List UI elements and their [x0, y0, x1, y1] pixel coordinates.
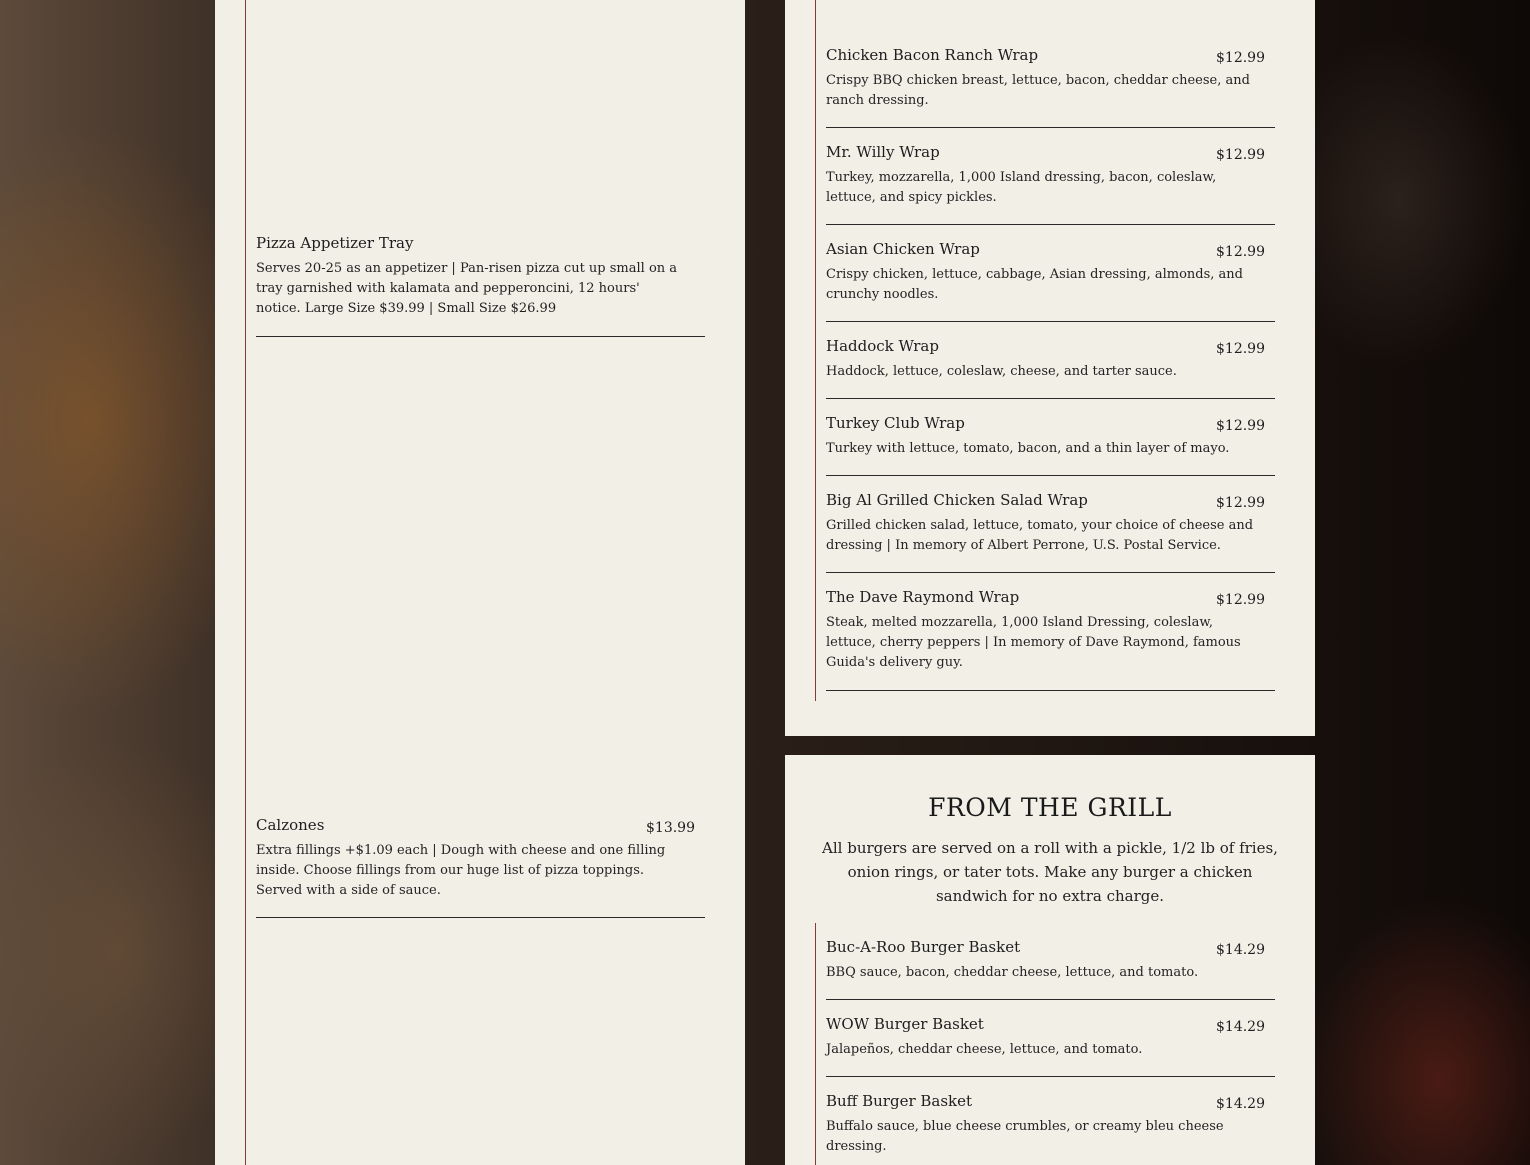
menu-item-description: Extra fillings +$1.09 each | Dough with cheese and one filling inside. Choose fillings from our huge list of pizza toppings. Served with a side of sauce.	[256, 843, 666, 898]
menu-item-description: Grilled chicken salad, lettuce, tomato, your choice of cheese and dressing | In memory of Albert Perrone, U.S. Postal Service.	[826, 518, 1254, 553]
menu-item-description: Crispy chicken, lettuce, cabbage, Asian dressing, almonds, and crunchy noodles.	[826, 267, 1244, 302]
menu-item-dave-raymond-wrap	[826, 587, 1275, 691]
section-title: FROM THE GRILL	[928, 793, 1172, 822]
section-divider-line	[245, 0, 246, 1165]
grill-menu-panel	[785, 755, 1315, 1165]
menu-item-name: WOW Burger Basket	[826, 1015, 984, 1033]
menu-item-name: Asian Chicken Wrap	[826, 240, 980, 258]
menu-item-name: The Dave Raymond Wrap	[826, 588, 1020, 606]
menu-item-price: $14.29	[1216, 1019, 1265, 1035]
section-divider-line	[815, 0, 816, 701]
menu-item-mr-willy-wrap	[826, 142, 1275, 225]
menu-item-price: $12.99	[1216, 418, 1265, 434]
menu-item-name: Chicken Bacon Ranch Wrap	[826, 46, 1039, 64]
menu-item-description: Jalapeños, cheddar cheese, lettuce, and tomato.	[826, 1042, 1143, 1057]
menu-item-description: Turkey, mozzarella, 1,000 Island dressing, bacon, coleslaw, lettuce, and spicy pickles.	[826, 170, 1217, 205]
menu-item-turkey-club-wrap	[826, 413, 1275, 476]
menu-item-wow-burger-basket	[826, 1014, 1275, 1077]
menu-item-description: BBQ sauce, bacon, cheddar cheese, lettuce, and tomato.	[826, 965, 1199, 980]
menu-item-pizza-appetizer-tray	[256, 233, 705, 337]
menu-item-asian-chicken-wrap	[826, 239, 1275, 322]
wraps-menu-panel	[785, 0, 1315, 736]
menu-item-chicken-bacon-ranch-wrap	[826, 45, 1275, 128]
menu-item-name: Big Al Grilled Chicken Salad Wrap	[826, 491, 1088, 509]
menu-item-price: $12.99	[1216, 495, 1265, 511]
menu-item-description: Steak, melted mozzarella, 1,000 Island Dressing, coleslaw, lettuce, cherry peppers | In memory of Dave Raymond, famous Guida's delivery guy.	[826, 615, 1241, 670]
menu-item-description: Crispy BBQ chicken breast, lettuce, bacon, cheddar cheese, and ranch dressing.	[826, 73, 1250, 108]
menu-item-price: $12.99	[1216, 341, 1265, 357]
menu-item-price: $14.29	[1216, 1096, 1265, 1112]
menu-item-name: Calzones	[256, 816, 325, 834]
menu-item-price: $12.99	[1216, 147, 1265, 163]
menu-item-name: Turkey Club Wrap	[826, 414, 965, 432]
menu-item-name: Haddock Wrap	[826, 337, 939, 355]
menu-item-price: $14.29	[1216, 942, 1265, 958]
left-menu-panel	[215, 0, 745, 1165]
menu-item-price: $12.99	[1216, 244, 1265, 260]
section-intro: All burgers are served on a roll with a pickle, 1/2 lb of fries, onion rings, or tater tots. Make any burger a chicken sandwich for no extra charge.	[822, 839, 1278, 905]
menu-item-buc-a-roo-burger-basket	[826, 937, 1275, 1000]
menu-item-name: Pizza Appetizer Tray	[256, 234, 414, 252]
menu-item-buff-burger-basket	[826, 1091, 1275, 1165]
menu-item-name: Buff Burger Basket	[826, 1092, 973, 1110]
menu-item-description: Haddock, lettuce, coleslaw, cheese, and tarter sauce.	[826, 364, 1177, 379]
menu-item-calzones	[256, 815, 705, 918]
section-divider-line	[815, 923, 816, 1165]
menu-item-name: Buc-A-Roo Burger Basket	[826, 938, 1021, 956]
menu-item-description: Turkey with lettuce, tomato, bacon, and a thin layer of mayo.	[826, 441, 1230, 456]
menu-item-price: $12.99	[1216, 592, 1265, 608]
menu-item-big-al-grilled-chicken-salad-wrap	[826, 490, 1275, 573]
menu-item-price: $13.99	[646, 820, 695, 836]
menu-item-haddock-wrap	[826, 336, 1275, 399]
menu-item-name: Mr. Willy Wrap	[826, 143, 940, 161]
menu-item-price: $12.99	[1216, 50, 1265, 66]
menu-item-description: Buffalo sauce, blue cheese crumbles, or creamy bleu cheese dressing.	[826, 1119, 1224, 1154]
menu-item-description: Serves 20-25 as an appetizer | Pan-risen pizza cut up small on a tray garnished with kalamata and pepperoncini, 12 hours' notice. Large Size $39.99 | Small Size $26.99	[256, 261, 678, 316]
